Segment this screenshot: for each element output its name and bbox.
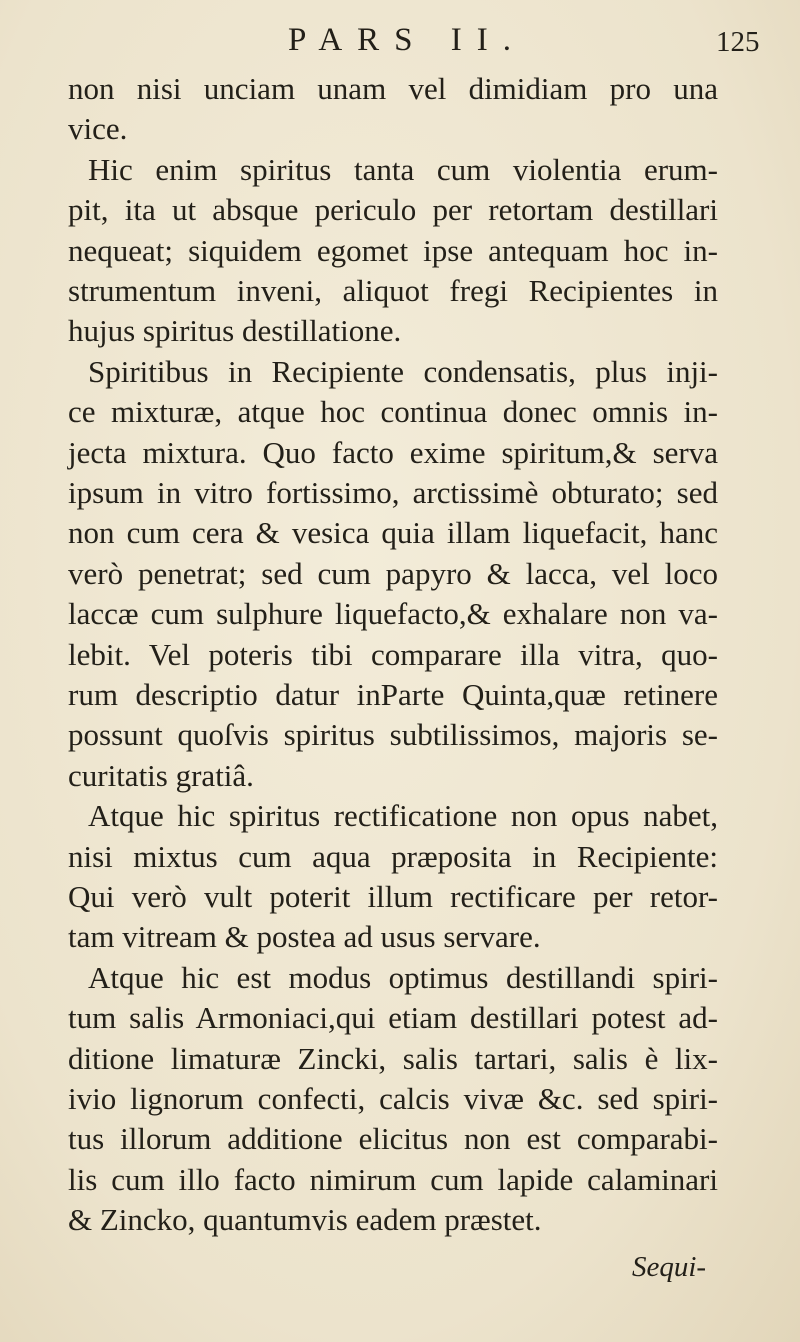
text-line: laccæ cum sulphure liquefacto,& exhalare non va- <box>68 596 718 632</box>
text-line: ivio lignorum confecti, calcis vivæ &c. sed spiri- <box>68 1081 718 1116</box>
text-line: tus illorum additione elicitus non est comparabi- <box>68 1121 718 1157</box>
text-line: hujus spiritus destillatione. <box>68 313 402 349</box>
text-line: nisi mixtus cum aqua præposita in Recipiente: <box>68 838 718 874</box>
text-line: rum descriptio datur inParte Quinta,quæ retinere <box>68 677 718 712</box>
text-line: lebit. Vel poteris tibi comparare illa vitra, quo- <box>68 636 718 672</box>
text-line: lis cum illo facto nimirum cum lapide calaminari <box>68 1161 718 1197</box>
text-line: strumentum inveni, aliquot fregi Recipientes in <box>68 273 718 308</box>
text-line: verò penetrat; sed cum papyro & lacca, vel loco <box>68 555 718 591</box>
text-line: jecta mixtura. Quo facto exime spiritum,& serva <box>68 434 718 470</box>
text-line: tam vitream & postea ad usus servare. <box>68 919 541 955</box>
text-line: tum salis Armoniaci,qui etiam destillari potest ad- <box>68 1000 718 1036</box>
text-line: ditione limaturæ Zincki, salis tartari, salis è lix- <box>68 1040 718 1076</box>
running-head <box>0 18 800 62</box>
text-line: possunt quoſvis spiritus subtilissimos, majoris se- <box>68 717 718 753</box>
text-line: curitatis gratiâ. <box>68 757 254 793</box>
text-line: ipsum in vitro fortissimo, arctissimè obturato; sed <box>68 475 718 510</box>
text-line: Qui verò vult poterit illum rectificare per retor- <box>68 879 718 914</box>
text-line: non cum cera & vesica quia illam liquefacit, hanc <box>68 515 718 551</box>
running-head-title: PARS II. <box>288 22 526 58</box>
text-line: Spiritibus in Recipiente condensatis, plus inji- <box>88 353 718 389</box>
text-line: Atque hic est modus optimus destillandi spiri- <box>88 959 718 995</box>
text-line: vice. <box>68 111 128 147</box>
catchword: Sequi- <box>632 1251 707 1283</box>
text-line: nequeat; siquidem egomet ipse antequam hoc in- <box>68 232 718 268</box>
text-line: & Zincko, quantumvis eadem præstet. <box>68 1202 542 1238</box>
page-number: 125 <box>716 26 760 58</box>
text-line: ce mixturæ, atque hoc continua donec omnis in- <box>68 394 718 430</box>
text-line: pit, ita ut absque periculo per retortam destillari <box>68 192 718 228</box>
text-line: non nisi unciam unam vel dimidiam pro una <box>68 71 718 106</box>
text-line: Atque hic spiritus rectificatione non opus nabet, <box>88 798 718 834</box>
text-line: Hic enim spiritus tanta cum violentia erum- <box>88 151 718 187</box>
